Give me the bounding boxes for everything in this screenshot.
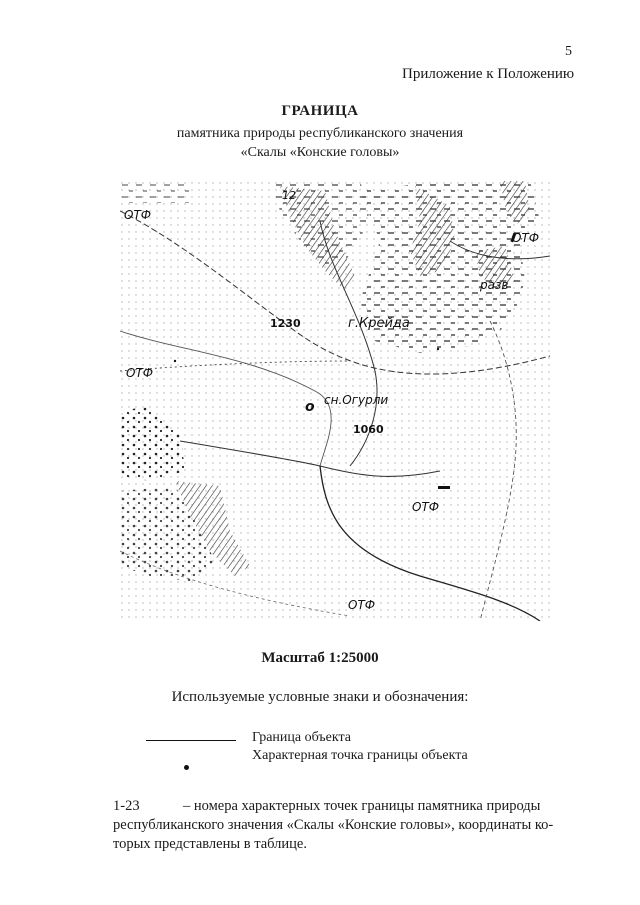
map-label-spring-ogurli: сн.Огурли xyxy=(324,393,389,407)
map-label-otf-2: ОТФ xyxy=(512,231,540,245)
map-label-mount-kreida: г.Крейда xyxy=(348,316,410,331)
map-label-1230: 1230 xyxy=(270,317,301,330)
map-label-otf-1: ОТФ xyxy=(124,208,152,222)
legend-intro: Используемые условные знаки и обозначения: xyxy=(171,689,469,705)
document-title: ГРАНИЦА xyxy=(281,103,359,119)
note-line3: торых представлены в таблице. xyxy=(113,836,307,852)
note-line1: – номера характерных точек границы памятника природы xyxy=(183,798,541,814)
map-label-otf-5: ОТФ xyxy=(348,598,376,612)
document-subtitle-line1: памятника природы республиканского значения xyxy=(176,126,464,141)
appendix-label: Приложение к Положению xyxy=(402,66,575,82)
page-number: 5 xyxy=(565,44,572,59)
note-code: 1-23 xyxy=(113,798,140,814)
point-numbers-note xyxy=(113,797,583,854)
map-label-12: 12 xyxy=(282,189,296,202)
topographic-map xyxy=(120,181,550,621)
legend-point-symbol xyxy=(184,765,189,770)
map-label-spring-mark: о xyxy=(305,399,315,415)
map-label-1060: 1060 xyxy=(353,423,384,436)
note-line2: республиканского значения «Скалы «Конские головы», координаты ко- xyxy=(113,817,554,833)
map-label-razv: разв xyxy=(480,278,509,292)
map-scale: Масштаб 1:25000 xyxy=(261,650,379,666)
document-subtitle-line2: «Скалы «Конские головы» xyxy=(240,145,400,160)
legend-boundary-line-symbol xyxy=(146,740,236,741)
legend-boundary-label: Граница объекта xyxy=(252,730,351,745)
legend-point-label: Характерная точка границы объекта xyxy=(252,748,468,763)
map-label-otf-3: ОТФ xyxy=(126,366,154,380)
map-label-otf-4: ОТФ xyxy=(412,500,440,514)
